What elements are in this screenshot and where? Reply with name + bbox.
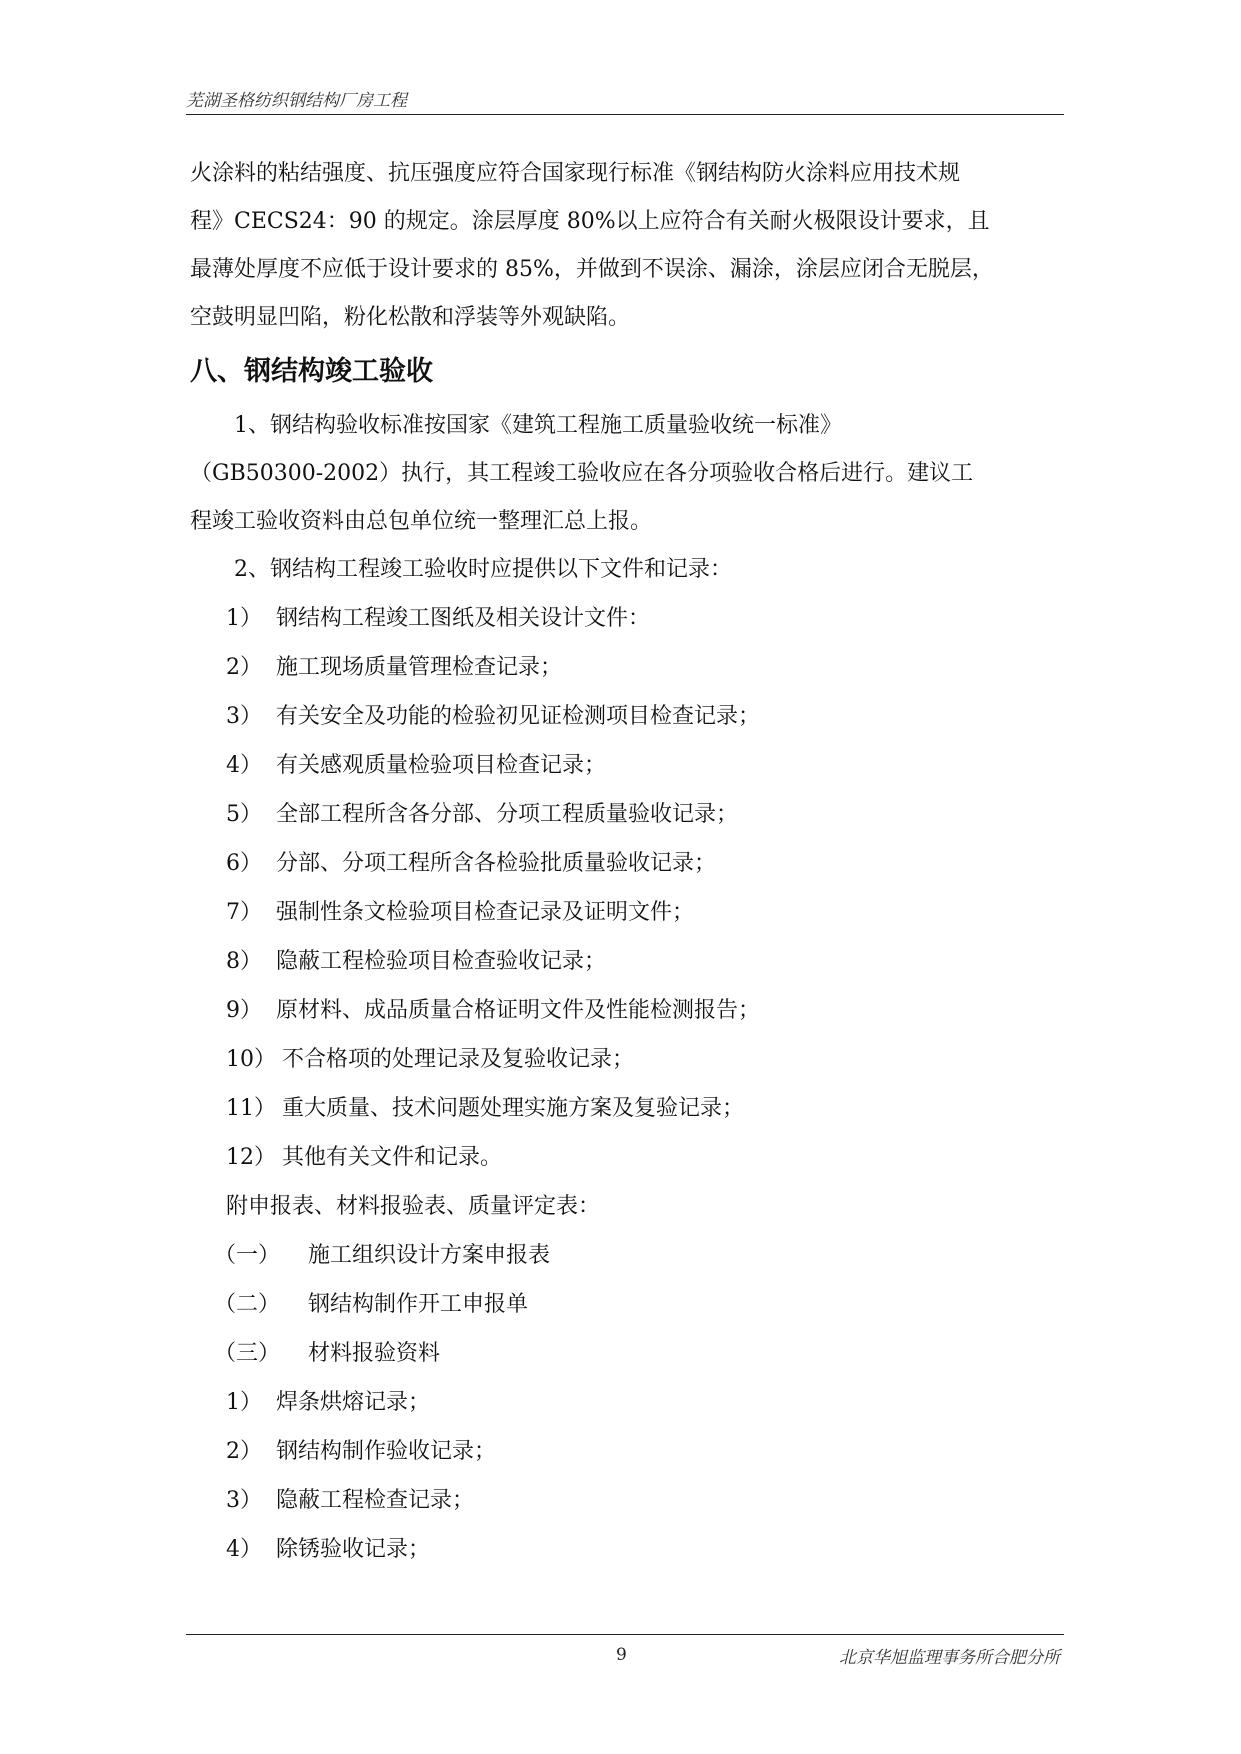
appendix-item bbox=[190, 1280, 1060, 1329]
list-item-text: 焊条烘熔记录； bbox=[276, 1390, 431, 1415]
list-item bbox=[190, 643, 1060, 692]
list-item bbox=[190, 1476, 1060, 1525]
list-item-number: 10） bbox=[226, 1047, 276, 1072]
header-title: 芜湖圣格纺织钢结构厂房工程 bbox=[186, 91, 407, 111]
page-footer bbox=[186, 1634, 1064, 1675]
records-list bbox=[190, 594, 1060, 1182]
appendix-item-number: （二） bbox=[214, 1292, 281, 1317]
list-item bbox=[190, 986, 1060, 1035]
list-item-number: 6） bbox=[226, 851, 262, 876]
list-item-number: 11） bbox=[226, 1096, 276, 1121]
page-content bbox=[190, 150, 1060, 1574]
list-item bbox=[190, 1378, 1060, 1427]
list-item-text: 钢结构工程竣工图纸及相关设计文件： bbox=[276, 606, 651, 631]
intro-line: 空鼓明显凹陷，粉化松散和浮装等外观缺陷。 bbox=[190, 305, 631, 330]
intro-line: 程》CECS24：90 的规定。涂层厚度 80%以上应符合有关耐火极限设计要求，且 bbox=[190, 209, 990, 234]
list-item-number: 2） bbox=[226, 1439, 262, 1464]
list-item-text: 有关感观质量检验项目检查记录； bbox=[276, 753, 607, 778]
intro-line: 火涂料的粘结强度、抗压强度应符合国家现行标准《钢结构防火涂料应用技术规 bbox=[190, 161, 961, 186]
list-item-text: 分部、分项工程所含各检验批质量验收记录； bbox=[276, 851, 717, 876]
appendix-item-text: 钢结构制作开工申报单 bbox=[308, 1292, 529, 1317]
list-item-number: 2） bbox=[226, 655, 262, 680]
list-item bbox=[190, 1133, 1060, 1182]
intro-line: 最薄处厚度不应低于设计要求的 85%，并做到不误涂、漏涂，涂层应闭合无脱层， bbox=[190, 257, 994, 282]
list-item-text: 不合格项的处理记录及复验收记录； bbox=[282, 1047, 635, 1072]
appendix-item-number: （三） bbox=[214, 1341, 281, 1366]
list-item-number: 7） bbox=[226, 900, 262, 925]
list-item bbox=[190, 594, 1060, 643]
list-item-number: 9） bbox=[226, 998, 262, 1023]
list-item-text: 其他有关文件和记录。 bbox=[282, 1145, 503, 1170]
appendix-item-text: 施工组织设计方案申报表 bbox=[308, 1243, 551, 1268]
list-item-number: 3） bbox=[226, 704, 262, 729]
material-list bbox=[190, 1378, 1060, 1574]
section-title: 八、钢结构竣工验收 bbox=[190, 356, 433, 387]
para2: 2、钢结构工程竣工验收时应提供以下文件和记录： bbox=[234, 557, 732, 582]
list-item-text: 钢结构制作验收记录； bbox=[276, 1439, 497, 1464]
list-item-text: 隐蔽工程检验项目检查验收记录； bbox=[276, 949, 607, 974]
para1-line: 程竣工验收资料由总包单位统一整理汇总上报。 bbox=[190, 509, 653, 534]
list-item-text: 全部工程所含各分部、分项工程质量验收记录； bbox=[276, 802, 739, 827]
list-item-number: 4） bbox=[226, 753, 262, 778]
page-number: 9 bbox=[616, 1645, 627, 1665]
list-item-number: 8） bbox=[226, 949, 262, 974]
list-item-number: 1） bbox=[226, 1390, 262, 1415]
list-item-number: 12） bbox=[226, 1145, 276, 1170]
list-item-number: 4） bbox=[226, 1537, 262, 1562]
list-item-text: 原材料、成品质量合格证明文件及性能检测报告； bbox=[276, 998, 761, 1023]
list-item-number: 5） bbox=[226, 802, 262, 827]
para1-line: （GB50300-2002）执行，其工程竣工验收应在各分项验收合格后进行。建议工 bbox=[190, 461, 974, 486]
appendix-item bbox=[190, 1231, 1060, 1280]
list-item-text: 有关安全及功能的检验初见证检测项目检查记录； bbox=[276, 704, 761, 729]
list-item-number: 3） bbox=[226, 1488, 262, 1513]
list-item bbox=[190, 888, 1060, 937]
list-item-number: 1） bbox=[226, 606, 262, 631]
list-item bbox=[190, 1427, 1060, 1476]
list-item bbox=[190, 741, 1060, 790]
list-item-text: 强制性条文检验项目检查记录及证明文件； bbox=[276, 900, 695, 925]
appendix-item-number: （一） bbox=[214, 1243, 281, 1268]
list-item bbox=[190, 839, 1060, 888]
list-item-text: 施工现场质量管理检查记录； bbox=[276, 655, 563, 680]
list-item bbox=[190, 790, 1060, 839]
list-item bbox=[190, 937, 1060, 986]
list-item-text: 重大质量、技术问题处理实施方案及复验记录； bbox=[282, 1096, 745, 1121]
list-item-text: 隐蔽工程检查记录； bbox=[276, 1488, 475, 1513]
list-item bbox=[190, 1035, 1060, 1084]
para1-line: 1、钢结构验收标准按国家《建筑工程施工质量验收统一标准》 bbox=[234, 413, 842, 438]
appendix-item bbox=[190, 1329, 1060, 1378]
appendix-title: 附申报表、材料报验表、质量评定表： bbox=[226, 1194, 601, 1219]
appendix-list bbox=[190, 1231, 1060, 1378]
footer-organization: 北京华旭监理事务所合肥分所 bbox=[839, 1648, 1060, 1668]
list-item bbox=[190, 1525, 1060, 1574]
list-item-text: 除锈验收记录； bbox=[276, 1537, 431, 1562]
appendix-item-text: 材料报验资料 bbox=[308, 1341, 441, 1366]
page-header bbox=[186, 86, 1064, 115]
list-item bbox=[190, 692, 1060, 741]
list-item bbox=[190, 1084, 1060, 1133]
